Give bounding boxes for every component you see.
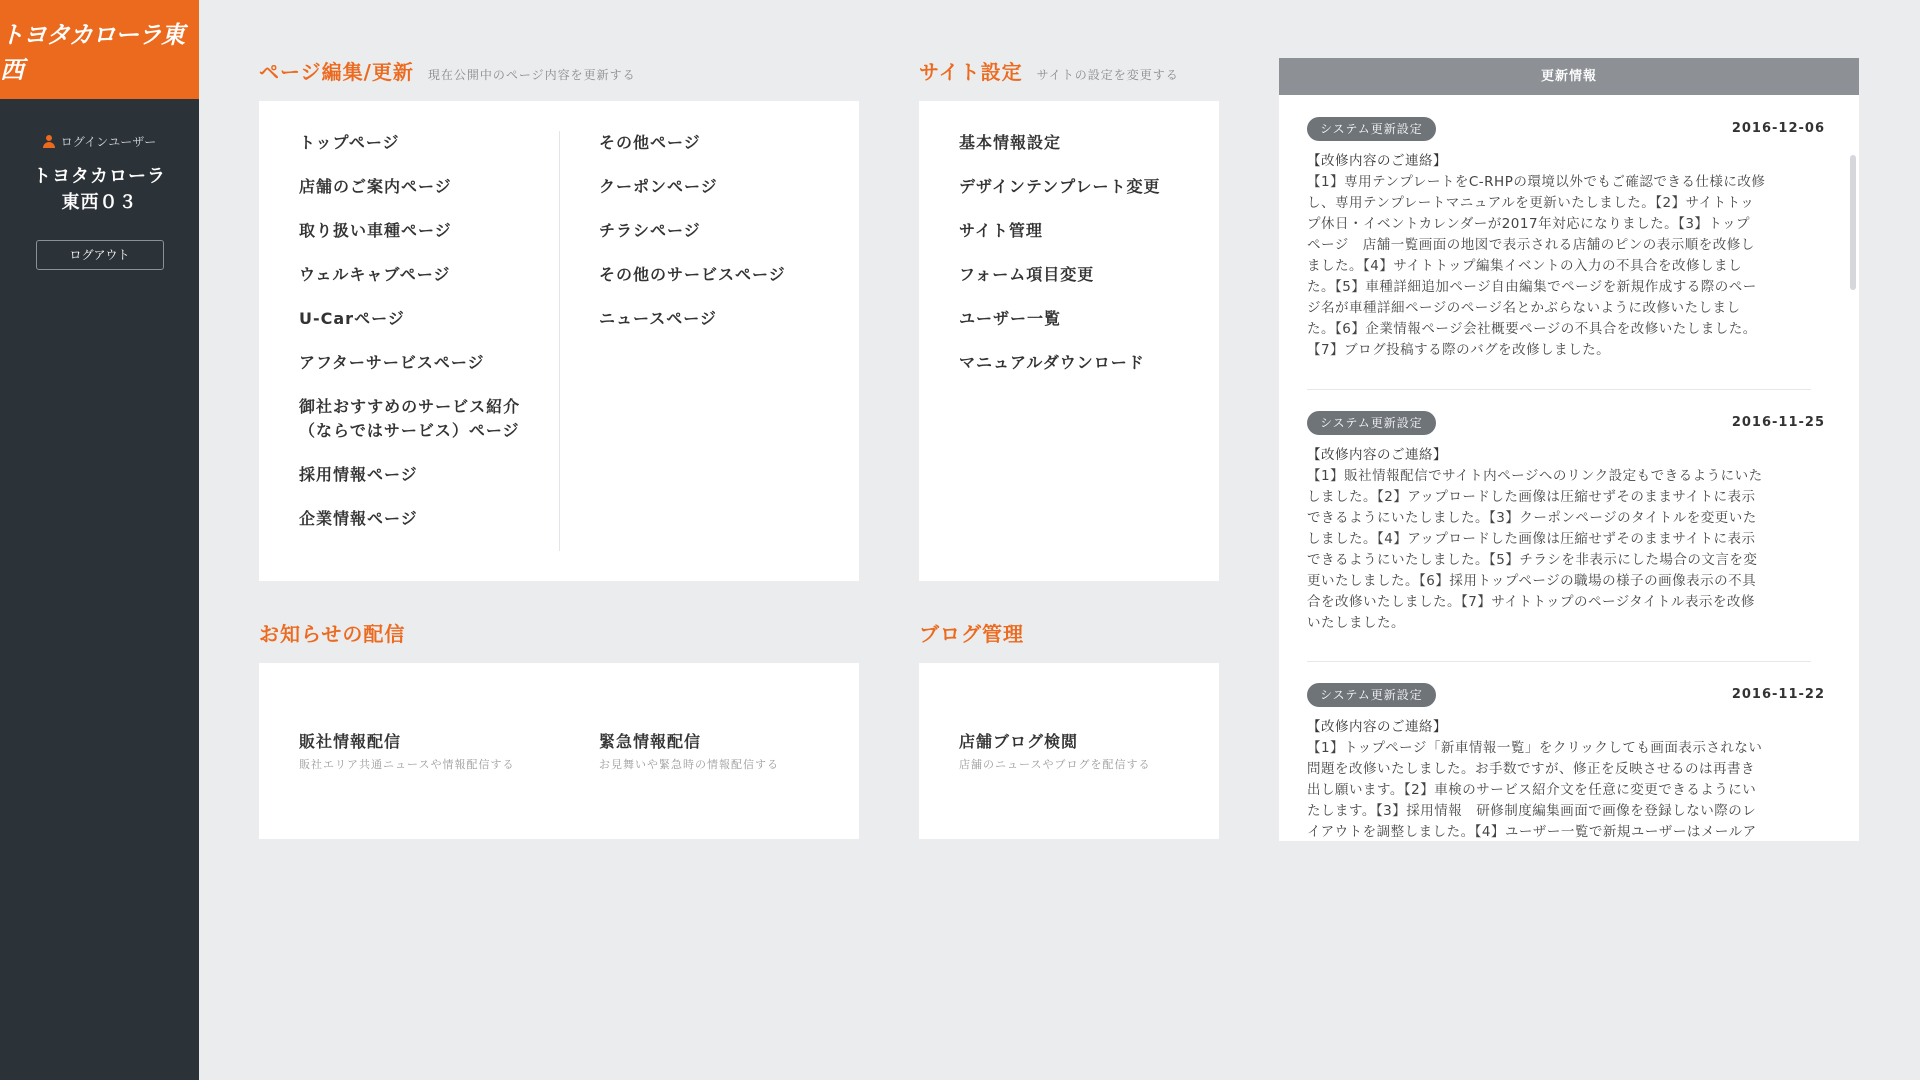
link-recommended-service-page[interactable] [299, 395, 520, 443]
entry-separator [1307, 661, 1811, 662]
page-edit-panel [259, 101, 859, 581]
user-name-line2: 東西０３ [61, 192, 138, 213]
link-basic-info-settings[interactable]: 基本情報設定 [959, 133, 1062, 152]
login-user-label-text: ログインユーザー [60, 135, 157, 149]
link-models-page[interactable]: 取り扱い車種ページ [299, 221, 452, 240]
link-site-management[interactable]: サイト管理 [959, 221, 1043, 240]
updates-list[interactable] [1279, 95, 1845, 841]
logout-button[interactable]: ログアウト [36, 240, 164, 270]
link-dealer-news[interactable]: 販社情報配信 [299, 732, 402, 751]
notices-panel [259, 663, 859, 839]
update-badge: システム更新設定 [1307, 411, 1436, 435]
update-body: 【1】専用テンプレートをC-RHPの環境以外でもご確認できる仕様に改修 し、専用テンプレートマニュアルを更新いたしました。【2】サイトトッ プ休日・イベントカレンダーが2017年対応になりました。【3】トップ ページ 店舗一覧画面の地図で表示される店舗のピンの表示順を改修し ました。【4】サイトトップ編集イベントの入力の不具合を改修しまし た。【5】車種詳細追加ページ自由編集でページを新規作成する際のペー ジ名が車種詳細ページのページ名とかぶらないように改修いたしまし た。【6】企業情報ページ会社概要ページの不具合を改修いたしました。 【7】ブログ投稿する際のバグを改修しました。 [1307, 174, 1766, 358]
update-entry [1307, 411, 1825, 634]
link-top-page[interactable]: トップページ [299, 133, 400, 152]
column-divider [559, 131, 560, 551]
link-store-guide-page[interactable]: 店舗のご案内ページ [299, 177, 452, 196]
page-edit-subtitle: 現在公開中のページ内容を更新する [427, 68, 636, 82]
update-date: 2016-12-06 [1731, 121, 1825, 136]
link-welcab-page[interactable]: ウェルキャブページ [299, 265, 451, 284]
scrollbar-thumb[interactable] [1850, 155, 1856, 290]
login-user-label [0, 133, 199, 150]
link-company-page[interactable]: 企業情報ページ [299, 509, 418, 528]
blog-panel [919, 663, 1219, 839]
update-body: 【1】トップページ「新車情報一覧」をクリックしても画面表示されない 問題を改修いたしました。お手数ですが、修正を反映させるのは再書き 出し願います。【2】車検のサービス紹介文を任意に変更できるようにい たします。【3】採用情報 研修制度編集画面で画像を登録しない際のレ イアウトを調整しました。【4】ユーザー一覧で新規ユーザーはメールア [1307, 740, 1763, 840]
link-recommended-line1: 御社おすすめのサービス紹介 [299, 397, 521, 416]
link-other-page[interactable]: その他ページ [599, 133, 701, 152]
store-blog-desc: 店舗のニュースやブログを配信する [959, 758, 1151, 771]
link-flyer-page[interactable]: チラシページ [599, 221, 701, 240]
user-name-line1: トヨタカローラ [33, 166, 166, 187]
update-heading: 【改修内容のご連絡】 [1307, 447, 1447, 463]
link-emergency-news[interactable]: 緊急情報配信 [599, 732, 702, 751]
site-settings-heading [919, 56, 1179, 85]
update-heading: 【改修内容のご連絡】 [1307, 719, 1447, 735]
link-after-service-page[interactable]: アフターサービスページ [299, 353, 485, 372]
entry-separator [1307, 389, 1811, 390]
update-heading: 【改修内容のご連絡】 [1307, 153, 1447, 169]
notices-title: お知らせの配信 [259, 622, 406, 646]
blog-heading [919, 618, 1024, 647]
update-date: 2016-11-22 [1731, 687, 1825, 702]
link-other-service-page[interactable]: その他のサービスページ [599, 265, 786, 284]
updates-panel [1279, 58, 1859, 841]
updates-scrollbar[interactable] [1845, 95, 1859, 841]
page-edit-heading [259, 56, 636, 85]
link-recruit-page[interactable]: 採用情報ページ [299, 465, 418, 484]
sidebar [0, 0, 199, 1080]
updates-header: 更新情報 [1279, 58, 1859, 95]
site-settings-title: サイト設定 [919, 60, 1023, 84]
link-store-blog-review[interactable]: 店舗ブログ検閲 [959, 732, 1079, 751]
link-ucar-page[interactable]: U-Carページ [299, 309, 405, 328]
update-badge: システム更新設定 [1307, 117, 1436, 141]
link-form-fields[interactable]: フォーム項目変更 [959, 265, 1095, 284]
page-edit-title: ページ編集/更新 [259, 60, 414, 84]
user-icon [43, 135, 55, 148]
site-settings-subtitle: サイトの設定を変更する [1036, 68, 1179, 82]
update-entry [1307, 683, 1825, 841]
update-date: 2016-11-25 [1731, 415, 1825, 430]
logo-text: トヨタカローラ東西 [0, 20, 184, 84]
blog-title: ブログ管理 [919, 622, 1024, 646]
link-user-list[interactable]: ユーザー一覧 [959, 309, 1062, 328]
dealer-news-desc: 販社エリア共通ニュースや情報配信する [299, 758, 515, 771]
link-manual-download[interactable]: マニュアルダウンロード [959, 353, 1145, 372]
update-badge: システム更新設定 [1307, 683, 1436, 707]
emergency-news-desc: お見舞いや緊急時の情報配信する [599, 758, 779, 771]
link-recommended-line2: （ならではサービス）ページ [299, 421, 520, 440]
update-body: 【1】販社情報配信でサイト内ページへのリンク設定もできるようにいた しました。【2】アップロードした画像は圧縮せずそのままサイトに表示 できるようにいたしました。【3】クーポンページのタイトルを変更いた しました。【4】アップロードした画像は圧縮せずそのままサイトに表示 できるようにいたしました。【5】チラシを非表示にした場合の文言を変 更いたしました。【6】採用トップページの職場の様子の画像表示の不具 合を改修いたしました。【7】サイトトップのページタイトル表示を改修 いたしました。 [1307, 468, 1763, 631]
user-block [0, 99, 199, 270]
link-design-template[interactable]: デザインテンプレート変更 [959, 177, 1161, 196]
link-coupon-page[interactable]: クーポンページ [599, 177, 718, 196]
brand-logo[interactable] [0, 0, 199, 99]
user-name [0, 164, 199, 216]
site-settings-panel [919, 101, 1219, 581]
link-news-page[interactable]: ニュースページ [599, 309, 717, 328]
update-entry [1307, 117, 1825, 361]
notices-heading [259, 618, 405, 647]
